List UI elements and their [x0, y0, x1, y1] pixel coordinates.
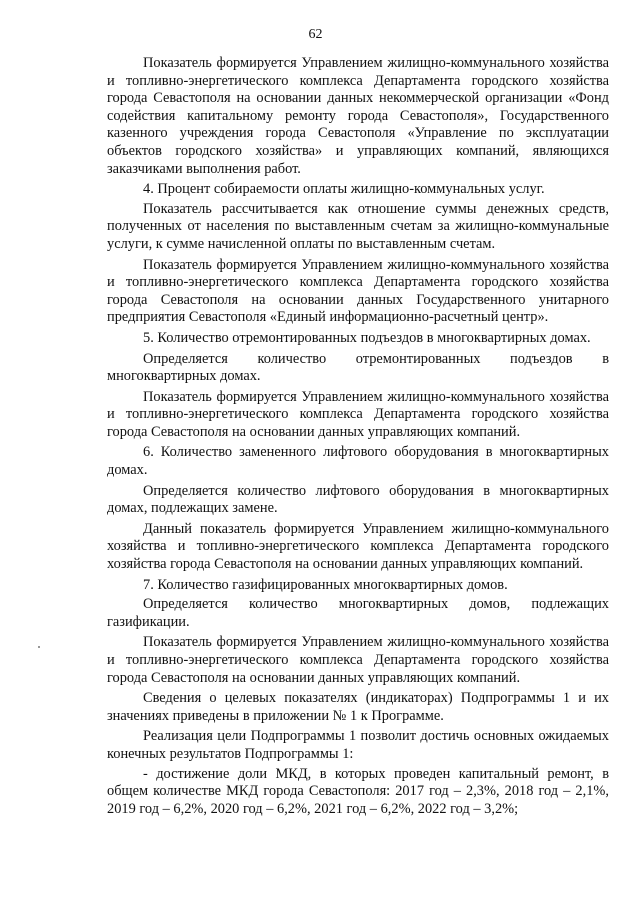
paragraph-indicators-reference: Сведения о целевых показателях (индикаторах) Подпрограммы 1 и их значениях приведены в приложении № 1 к Программе. — [107, 690, 609, 724]
paragraph-expected-result-1: - достижение доли МКД, в которых проведен капитальный ремонт, в общем количестве МКД города Севастополя: 2017 год – 2,3%, 2018 год – 2,1%, 2019 год – 6,2%, 2020 год – 6,2%, 2021 год – 6,2%, 2022 год – 3,2%; — [107, 765, 609, 817]
paragraph-indicator-7-definition: Определяется количество многоквартирных домов, подлежащих газификации. — [107, 596, 609, 630]
paragraph-indicator-4-source: Показатель формируется Управлением жилищно-коммунального хозяйства и топливно-энергетического комплекса Департамента городского хозяйства города Севастополя на основании данных Государственного унитарного предприятия Севастополя «Единый информационно-расчетный центр». — [107, 256, 609, 326]
paragraph-indicator-7-title: 7. Количество газифицированных многоквартирных домов. — [143, 576, 508, 593]
paragraph-indicator-5-title: 5. Количество отремонтированных подъездов в многоквартирных домах. — [143, 329, 591, 346]
paragraph-expected-results-intro: Реализация цели Подпрограммы 1 позволит достичь основных ожидаемых конечных результатов Подпрограммы 1: — [107, 728, 609, 762]
paragraph-indicator-7-source: Показатель формируется Управлением жилищно-коммунального хозяйства и топливно-энергетического комплекса Департамента городского хозяйства города Севастополя на основании данных управляющих компаний. — [107, 634, 609, 686]
paragraph-indicator-6-title: 6. Количество замененного лифтового оборудования в многоквартирных домах. — [107, 444, 609, 479]
paragraph-indicator-4-title: 4. Процент собираемости оплаты жилищно-коммунальных услуг. — [143, 181, 545, 198]
page-number: 62 — [308, 27, 323, 42]
paragraph-indicator-4-calculation: Показатель рассчитывается как отношение суммы денежных средств, полученных от населения по выставленным счетам за жилищно-коммунальные услуги, к сумме начисленной оплаты по выставленным счетам. — [107, 200, 609, 252]
scan-speck — [38, 646, 40, 648]
paragraph-indicator-3-source: Показатель формируется Управлением жилищно-коммунального хозяйства и топливно-энергетического комплекса Департамента городского хозяйства города Севастополя на основании данных некоммерческой организации «Фонд содействия капитальному ремонту города Севастополя», Государственного казенного учреждения города Севастополя «Управление по эксплуатации объектов городского хозяйства» и управляющих компаний, являющихся заказчиками выполнения работ. — [107, 55, 609, 177]
paragraph-indicator-6-definition: Определяется количество лифтового оборудования в многоквартирных домах, подлежащих замене. — [107, 482, 609, 517]
paragraph-indicator-5-source: Показатель формируется Управлением жилищно-коммунального хозяйства и топливно-энергетического комплекса Департамента городского хозяйства города Севастополя на основании данных управляющих компаний. — [107, 388, 609, 440]
document-body — [107, 55, 609, 821]
paragraph-indicator-5-definition: Определяется количество отремонтированных подъездов в многоквартирных домах. — [107, 350, 609, 385]
paragraph-indicator-6-source: Данный показатель формируется Управлением жилищно-коммунального хозяйства и топливно-энергетического комплекса Департамента городского хозяйства города Севастополя на основании данных управляющих компаний. — [107, 520, 609, 573]
